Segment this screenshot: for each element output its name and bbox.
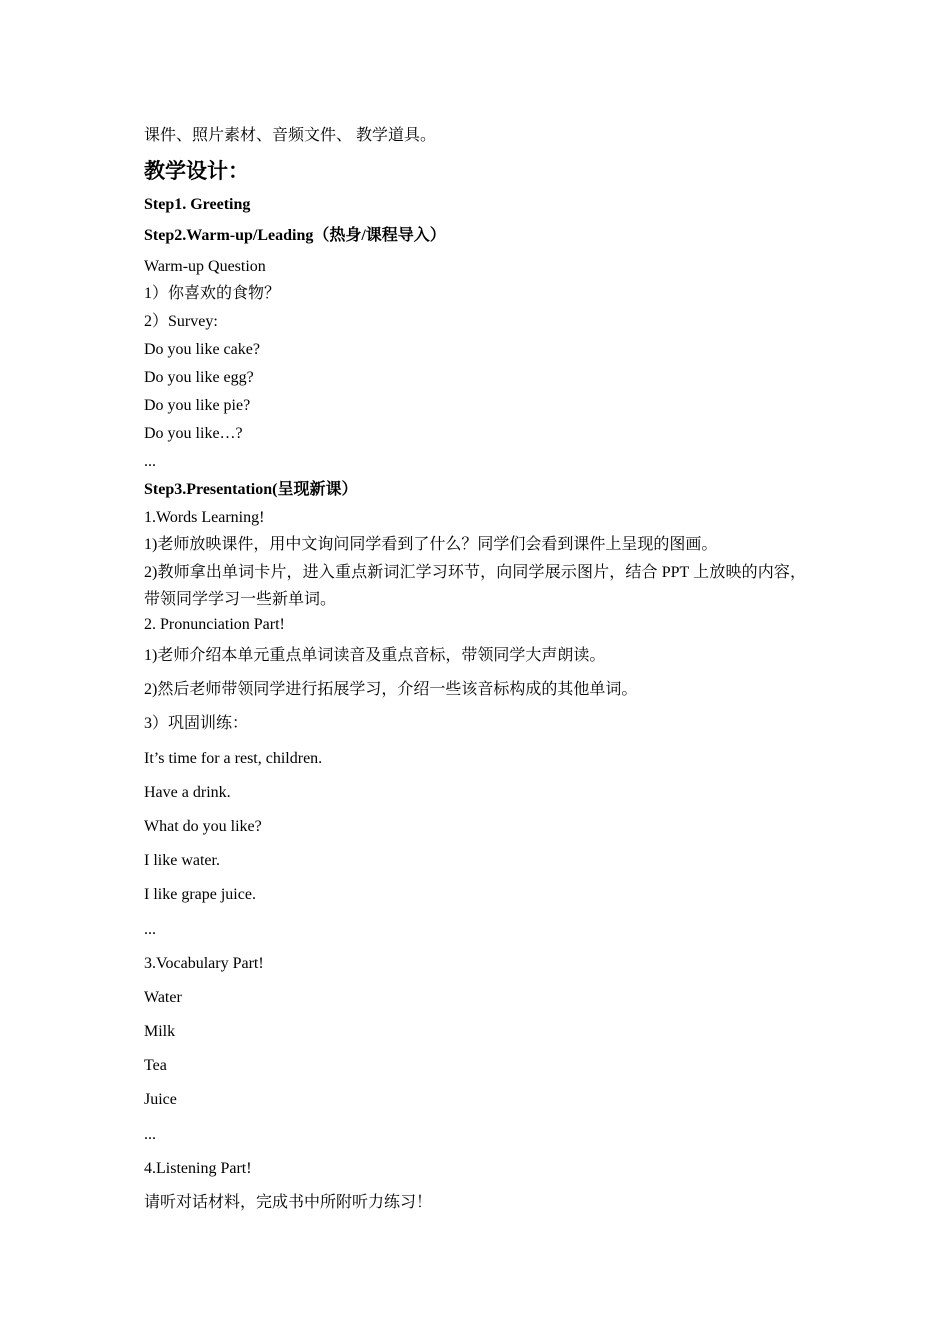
- words-learning-1: 1)老师放映课件，用中文询问同学看到了什么？同学们会看到课件上呈现的图画。: [144, 536, 718, 553]
- vocab-word: Juice: [144, 1091, 177, 1108]
- drill-sentence: What do you like?: [144, 818, 262, 835]
- drill-sentence: Have a drink.: [144, 784, 231, 801]
- survey-item: Do you like…?: [144, 425, 243, 442]
- listening-heading: 4.Listening Part!: [144, 1160, 252, 1177]
- step1-heading: Step1. Greeting: [144, 196, 251, 213]
- question-2: 2）Survey:: [144, 313, 218, 330]
- words-learning-2: 2)教师拿出单词卡片，进入重点新词汇学习环节，向同学展示图片，结合 PPT 上放映的内容，带领同学学习一些新单词。: [144, 564, 806, 608]
- question-1: 1）你喜欢的食物？: [144, 285, 281, 302]
- pronunciation-3: 3）巩固训练：: [144, 715, 249, 732]
- survey-item: ...: [144, 453, 156, 470]
- step3-heading: Step3.Presentation(呈现新课）: [144, 481, 358, 498]
- drill-sentence: I like water.: [144, 852, 220, 869]
- design-heading: 教学设计：: [144, 159, 249, 183]
- pronunciation-heading: 2. Pronunciation Part!: [144, 616, 285, 633]
- vocab-word: Tea: [144, 1057, 167, 1074]
- drill-sentence: It’s time for a rest, children.: [144, 750, 323, 767]
- vocabulary-heading: 3.Vocabulary Part!: [144, 955, 264, 972]
- drill-sentence: ...: [144, 921, 156, 938]
- survey-item: Do you like egg?: [144, 369, 254, 386]
- survey-item: Do you like cake?: [144, 341, 260, 358]
- pronunciation-1: 1)老师介绍本单元重点单词读音及重点音标，带领同学大声朗读。: [144, 647, 606, 664]
- listening-text: 请听对话材料，完成书中所附听力练习！: [144, 1194, 433, 1211]
- vocab-word: ...: [144, 1126, 156, 1143]
- step2-heading: Step2.Warm-up/Leading（热身/课程导入）: [144, 227, 446, 244]
- vocab-word: Milk: [144, 1023, 176, 1040]
- survey-item: Do you like pie?: [144, 397, 251, 414]
- materials-line: 课件、照片素材、音频文件、 教学道具。: [144, 127, 437, 144]
- pronunciation-2: 2)然后老师带领同学进行拓展学习，介绍一些该音标构成的其他单词。: [144, 681, 638, 698]
- words-learning-heading: 1.Words Learning!: [144, 509, 265, 526]
- drill-sentence: I like grape juice.: [144, 886, 256, 903]
- warmup-question: Warm-up Question: [144, 258, 266, 275]
- vocab-word: Water: [144, 989, 182, 1006]
